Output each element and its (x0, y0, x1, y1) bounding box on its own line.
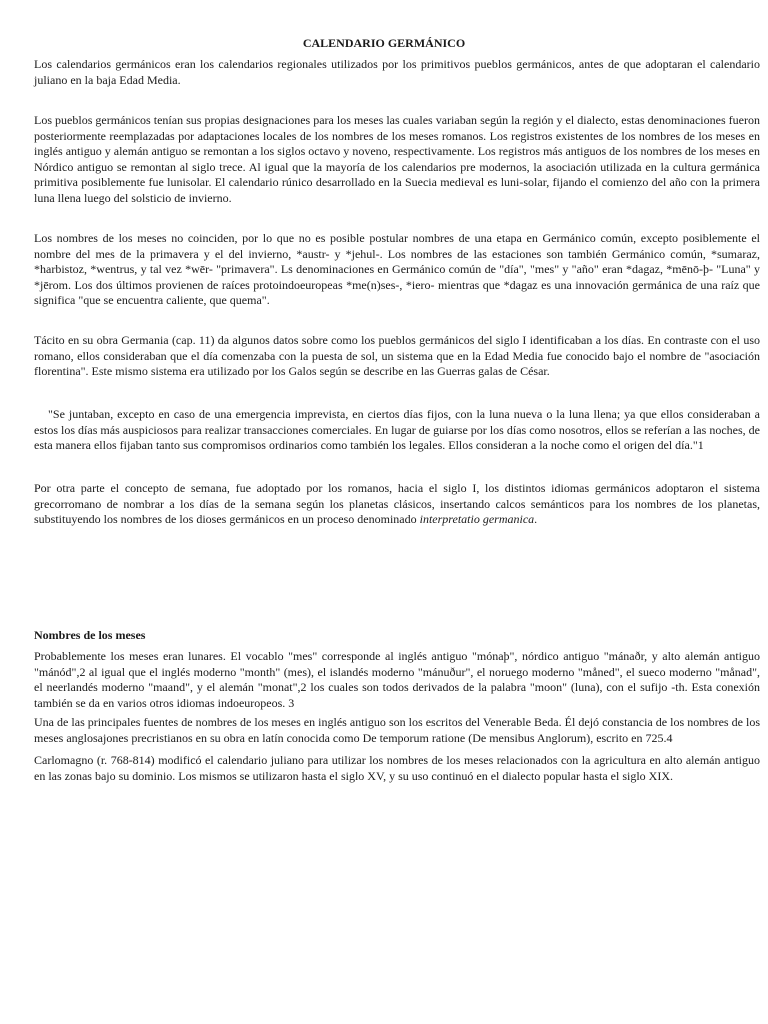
section-heading-month-names: Nombres de los meses (34, 628, 146, 642)
document-title: CALENDARIO GERMÁNICO (302, 36, 466, 50)
paragraph-month-designations: Los pueblos germánicos tenían sus propias designaciones para los meses las cuales variaban según la región y el dialecto, estas denominaciones fueron posteriormente reemplazadas por adaptaciones locales de los nombres de los meses romanos. Los registros existentes de los nombres de los meses en inglés antiguo y alemán antiguo se remontan a los siglos octavo y noveno, respectivamente. Los registros más antiguos de los nombres de los meses en Nórdico antiguo se remontan al siglo trece. Al igual que la mayoría de los calendarios pre modernos, la asociación utilizada en la cultura germánica primitiva posiblemente fue lunisolar. El calendario rúnico desarrollado en la Suecia medieval es luni-solar, fijando el comienzo del año con la primera luna llena luego del solsticio de invierno. (34, 113, 760, 205)
paragraph-beda: Una de las principales fuentes de nombres de los meses en inglés antiguo son los escritos del Venerable Beda. Él dejó constancia de los nombres de los meses anglosajones precristianos en su obra en latín conocida como De temporum ratione (De mensibus Anglorum), escrito en 725.4 (34, 715, 760, 745)
paragraph-common-germanic: Los nombres de los meses no coinciden, por lo que no es posible postular nombres de una etapa en Germánico común, excepto posiblemente el nombre del mes de la primavera y el del invierno, *austr- y *jehul-. Los nombres de las estaciones son también Germánico común, *sumaraz, *harbistoz, *wentrus, y tal vez *wēr- "primavera". Ls denominaciones en Germánico común de "día", "mes" y "año" eran *dagaz, *mēnō-þ- "Luna" y *jērom. Los dos últimos provienen de raíces protoindoeuropeas *me(n)ses-, *iero- mientras que *dagaz es una innovación germánica de una raíz que significa "que se encuentra caliente, que quema". (34, 231, 760, 307)
paragraph-tacitus: Tácito en su obra Germania (cap. 11) da algunos datos sobre como los pueblos germánicos del siglo I identificaban a los días. En contraste con el uso romano, ellos consideraban que el día comenzaba con la puesta de sol, un sistema que en la Edad Media fue conocido bajo el nombre de "asociación florentina". Este mismo sistema era utilizado por los Galos según se describe en las Guerras galas de César. (34, 333, 760, 378)
week-concept-italic-term: interpretatio germanica (419, 512, 535, 526)
paragraph-quote: "Se juntaban, excepto en caso de una emergencia imprevista, en ciertos días fijos, con la luna nueva o la luna llena; ya que ellos consideraban a estos los días más auspiciosos para realizar transacciones comerciales. En lugar de guiarse por los días como nosotros, ellos se referían a las noches, de esta manera ellos fijaban tanto sus compromisos ordinarios como también los legales. Ellos consideran a la noche como el origen del día."1 (34, 407, 760, 452)
paragraph-charlemagne: Carlomagno (r. 768-814) modificó el calendario juliano para utilizar los nombres de los meses relacionados con la agricultura en alto alemán antiguo en las zonas bajo su dominio. Los mismos se utilizaron hasta el siglo XV, y su uso continuó en el dialecto popular hasta el siglo XIX. (34, 753, 760, 783)
paragraph-intro: Los calendarios germánicos eran los calendarios regionales utilizados por los primitivos pueblos germánicos, antes de que adoptaran el calendario juliano en la baja Edad Media. (34, 57, 760, 87)
paragraph-lunar-months: Probablemente los meses eran lunares. El vocablo "mes" corresponde al inglés antiguo "mónaþ", nórdico antiguo "mánaðr, y alto alemán antiguo "mánód",2 al igual que el inglés moderno "month" (mes), el islandés moderno "mánuður", el noruego moderno "måned", el sueco moderno "månad", el neerlandés moderno "maand", y el alemán "monat",2 los cuales son todos derivados de la palabra "moon" (luna), con el sufijo -th. Esta conexión también se da en varios otros idiomas indoeuropeos. 3 (34, 649, 760, 710)
week-concept-end: . (534, 512, 538, 526)
week-concept-text: Por otra parte el concepto de semana, fue adoptado por los romanos, hacia el siglo I, los distintos idiomas germánicos adoptaron el sistema grecorromano de nombrar a los días de la semana según los planetas clásicos, insertando calcos semánticos para los nombres de los planetas, substituyendo los nombres de los dioses germánicos en un proceso denominado (34, 481, 760, 526)
document-page (34, 0, 760, 1024)
paragraph-week-concept (34, 481, 760, 528)
